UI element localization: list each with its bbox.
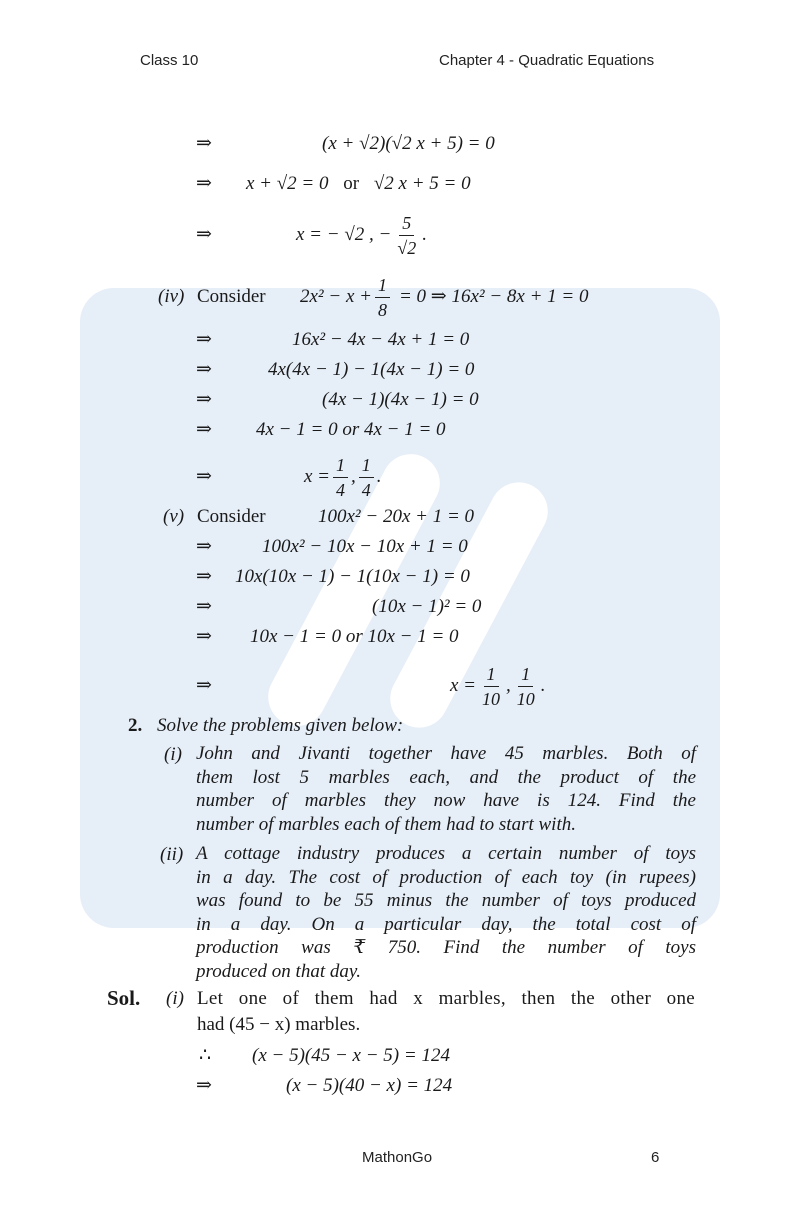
fraction bbox=[479, 663, 503, 710]
equation-part: = 0 ⇒ 16x² − 8x + 1 = 0 bbox=[398, 286, 589, 307]
problem-line: produced on that day. bbox=[196, 960, 361, 982]
equation: 100x² − 20x + 1 = 0 bbox=[318, 506, 475, 527]
equation: x = $\frac{1}{4}$ , $\frac{1}{4}$ . bbox=[304, 454, 382, 500]
fraction-numerator: 1 bbox=[359, 454, 374, 478]
fraction-denominator: 10 bbox=[516, 688, 535, 709]
fraction bbox=[514, 663, 538, 710]
problem-line: number of marbles they now have is 124. Find the bbox=[196, 790, 696, 811]
fraction bbox=[375, 274, 390, 321]
implies-symbol: ⇒ bbox=[196, 675, 212, 696]
implies-symbol: ⇒ bbox=[196, 224, 212, 245]
equation-part: x = bbox=[304, 466, 331, 487]
equation-step: (4x − 1)(4x − 1) = 0 bbox=[322, 389, 479, 410]
implies-symbol: ⇒ bbox=[196, 466, 212, 487]
equation-step: 4x − 1 = 0 or 4x − 1 = 0 bbox=[256, 419, 446, 440]
header-class-label: Class 10 bbox=[140, 52, 199, 69]
equation-step: 16x² − 4x − 4x + 1 = 0 bbox=[292, 329, 470, 350]
header-chapter-title: Chapter 4 - Quadratic Equations bbox=[439, 52, 655, 69]
problem-line: in a day. The cost of production of each toy (in rupees) bbox=[196, 866, 696, 888]
fraction-denominator: 4 bbox=[336, 479, 346, 500]
fraction-denominator: 8 bbox=[377, 299, 387, 320]
implies-symbol: ⇒ bbox=[196, 626, 212, 647]
footer-brand: MathonGo bbox=[362, 1149, 433, 1166]
fraction bbox=[359, 454, 374, 501]
implies-symbol: ⇒ bbox=[196, 389, 212, 410]
fraction-denominator: 10 bbox=[482, 688, 501, 709]
fraction-denominator: √2 bbox=[397, 237, 417, 258]
equation: x = − √2 , − $\frac{5}{√2}$ . bbox=[296, 212, 427, 258]
problem-text bbox=[196, 842, 696, 983]
equation: x = $\frac{1}{10}$ , $\frac{1}{10}$ . bbox=[450, 663, 546, 709]
solution-text: Let one of them had x marbles, then the other one bbox=[197, 988, 695, 1009]
fraction bbox=[333, 454, 348, 501]
fraction bbox=[394, 212, 419, 259]
part-label: (v) bbox=[163, 506, 185, 527]
equation-step: 10x − 1 = 0 or 10x − 1 = 0 bbox=[250, 626, 459, 647]
solution-text: had (45 − x) marbles. bbox=[197, 1014, 361, 1035]
consider-word: Consider bbox=[197, 506, 266, 527]
fraction-numerator: 1 bbox=[333, 454, 348, 478]
problem-line: production was ₹ 750. Find the number of toys bbox=[196, 937, 696, 958]
problem-line: John and Jivanti together have 45 marbles. Both of bbox=[196, 743, 696, 764]
part-label: (i) bbox=[166, 988, 184, 1009]
equation: (x + √2)(√2 x + 5) = 0 bbox=[322, 133, 495, 154]
implies-symbol: ⇒ bbox=[196, 596, 212, 617]
problem-line: them lost 5 marbles each, and the product of the bbox=[196, 766, 696, 788]
therefore-symbol: ∴ bbox=[199, 1045, 212, 1066]
problem-text bbox=[196, 742, 696, 836]
question-number: 2. bbox=[128, 715, 143, 736]
equation-step: (10x − 1)² = 0 bbox=[372, 596, 482, 617]
consider-word: Consider bbox=[197, 286, 266, 307]
equation: (x − 5)(45 − x − 5) = 124 bbox=[252, 1045, 450, 1066]
fraction-denominator: 4 bbox=[361, 479, 371, 500]
equation: (x − 5)(40 − x) = 124 bbox=[286, 1075, 453, 1096]
fraction-numerator: 1 bbox=[484, 663, 499, 687]
fraction-numerator: 1 bbox=[518, 663, 533, 687]
fraction-numerator: 1 bbox=[375, 274, 390, 298]
equation bbox=[300, 270, 589, 324]
implies-symbol: ⇒ bbox=[196, 173, 212, 194]
problem-line: A cottage industry produces a certain number of toys bbox=[196, 843, 696, 864]
problem-line: was found to be 55 minus the number of toys produced bbox=[196, 890, 696, 911]
equation-step: 10x(10x − 1) − 1(10x − 1) = 0 bbox=[235, 566, 470, 587]
or-word: or bbox=[343, 173, 360, 194]
implies-symbol: ⇒ bbox=[196, 536, 212, 557]
question-intro: Solve the problems given below: bbox=[157, 715, 404, 736]
implies-symbol: ⇒ bbox=[196, 566, 212, 587]
part-label: (iv) bbox=[158, 286, 185, 307]
equation-part: √2 x + 5 = 0 bbox=[373, 173, 471, 194]
fraction-numerator: 5 bbox=[399, 212, 414, 236]
equation bbox=[246, 171, 471, 197]
equation-part: x = − √2 , − bbox=[296, 224, 392, 245]
part-label: (i) bbox=[164, 744, 182, 765]
part-label: (ii) bbox=[160, 844, 184, 865]
solution-label: Sol. bbox=[107, 986, 141, 1010]
implies-symbol: ⇒ bbox=[196, 329, 212, 350]
equation-part: 2x² − x + bbox=[300, 286, 372, 307]
equation-step: 4x(4x − 1) − 1(4x − 1) = 0 bbox=[268, 359, 475, 380]
problem-line: in a day. On a particular day, the total cost of bbox=[196, 913, 696, 935]
equation-part: x + √2 = 0 bbox=[246, 173, 329, 194]
problem-line: number of marbles each of them had to start with. bbox=[196, 813, 576, 835]
implies-symbol: ⇒ bbox=[196, 1075, 212, 1096]
implies-symbol: ⇒ bbox=[196, 359, 212, 380]
page-number: 6 bbox=[651, 1149, 660, 1166]
implies-symbol: ⇒ bbox=[196, 419, 212, 440]
implies-symbol: ⇒ bbox=[196, 133, 212, 154]
equation-part: x = bbox=[450, 675, 477, 696]
equation-step: 100x² − 10x − 10x + 1 = 0 bbox=[262, 536, 468, 557]
